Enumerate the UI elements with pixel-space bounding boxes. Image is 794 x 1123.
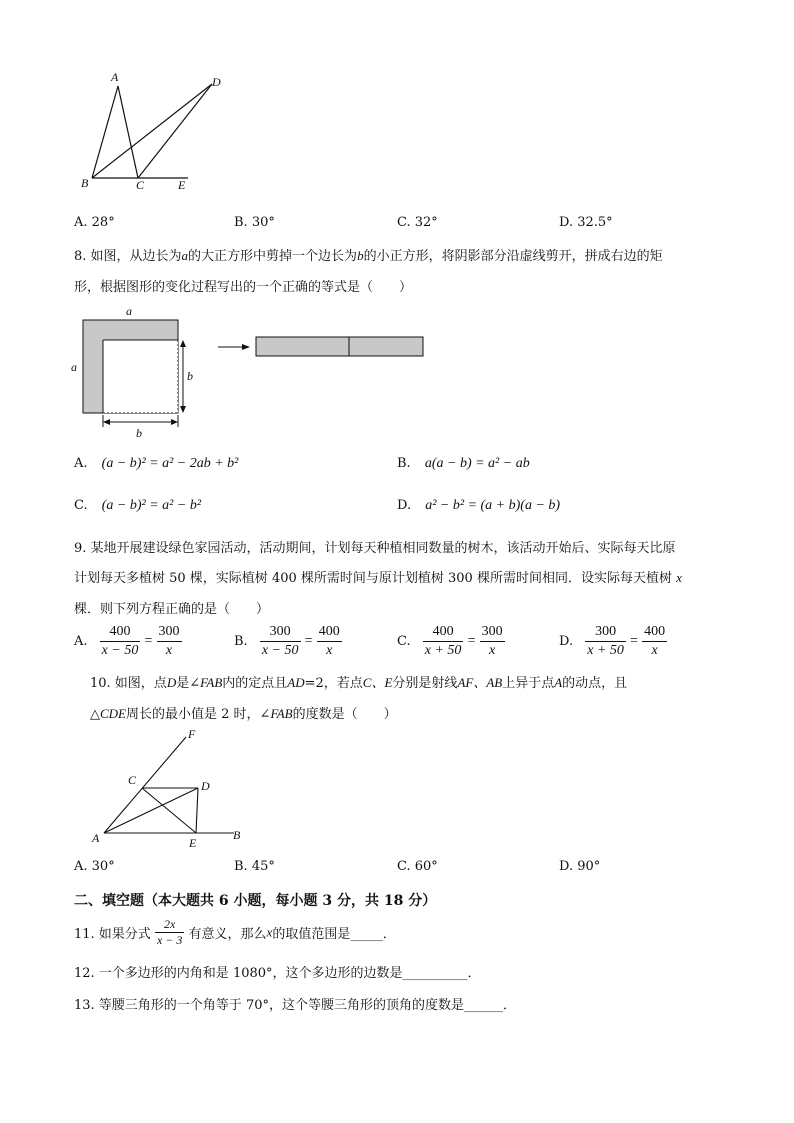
q10-t2b: 周长的最小值是 2 时，∠: [126, 707, 271, 722]
frac-num: 300: [157, 623, 182, 642]
frac-den: x + 50: [424, 643, 462, 658]
q9-option-b[interactable]: B. $\frac{300}{x - 50}$ = $\frac{400}{x}$: [234, 624, 340, 658]
q8-var-a: a: [181, 248, 189, 263]
q8-option-a[interactable]: [74, 456, 238, 472]
q10-t2c: 的度数是（ ）: [292, 707, 397, 722]
q10-t1e: 分别是射线: [392, 676, 458, 691]
q10-t1g: 的动点，且: [562, 676, 628, 691]
label-A: A: [111, 70, 119, 84]
q11-mid: 有意义，那么: [188, 927, 267, 942]
arrow-down-icon: [180, 406, 186, 413]
label-C: C: [128, 773, 137, 787]
frac-den: x − 50: [261, 643, 299, 658]
q8-option-b-label: B.: [397, 456, 411, 471]
frac-den: x: [165, 643, 173, 658]
q11-fraction: [155, 917, 184, 948]
q9-line-2: [74, 567, 682, 586]
q10-var-ad: AD: [287, 675, 305, 690]
transform-arrow-icon: [242, 344, 250, 350]
q11-var-x: x: [266, 924, 273, 940]
q8-option-d-label: D.: [397, 498, 412, 513]
label-E: E: [189, 836, 197, 850]
frac-num: 300: [585, 623, 626, 642]
frac-den: x: [489, 643, 496, 658]
q12: 12. 一个多边形的内角和是 1080°，这个多边形的边数是__________．: [74, 966, 481, 981]
frac-num: 300: [260, 623, 301, 642]
q11: [74, 917, 396, 948]
q9-var-x: x: [676, 570, 682, 585]
label-D: D: [212, 75, 221, 89]
q10-t1f: 上异于点: [502, 676, 555, 691]
q9-text-2: 计划每天多植树 50 棵，实际植树 400 棵所需时间与原计划植树 300 棵所需时间相同．设实际每天植树: [74, 571, 672, 586]
q9-option-a[interactable]: A. $\frac{400}{x - 50}$ = $\frac{300}{x}$: [74, 624, 180, 658]
rect-part-2: [349, 337, 423, 356]
figure-q8-svg: [66, 300, 446, 446]
frac-den: x: [651, 643, 658, 658]
q8-text-1b: 的大正方形中剪掉一个边长为: [188, 249, 358, 264]
label-a-left: a: [71, 360, 77, 374]
q10-t1d: =2，若点: [304, 676, 363, 691]
q7-option-c[interactable]: C. 32°: [397, 215, 438, 230]
q8-option-a-text: (a − b)² = a² − 2ab + b²: [101, 456, 239, 471]
q10-var-fab: FAB: [200, 675, 223, 690]
q11-post: 的取值范围是_____．: [272, 927, 396, 942]
label-E: E: [178, 178, 186, 192]
q10-t1c: 内的定点且: [222, 676, 288, 691]
figure-q7: [70, 68, 230, 196]
q10-var-fab2: FAB: [270, 706, 293, 721]
q8-option-b-text: a(a − b) = a² − ab: [424, 456, 530, 471]
q10-t2a: △: [90, 707, 100, 722]
q7-option-d[interactable]: D. 32.5°: [559, 215, 613, 230]
label-B: B: [81, 176, 89, 190]
q9-option-a-frac1: [100, 623, 141, 660]
frac-num: 2x: [155, 917, 184, 933]
q10-option-d[interactable]: D. 90°: [559, 859, 601, 874]
segment-AD: [104, 788, 198, 833]
q8-text-1a: 8. 如图，从边长为: [74, 249, 182, 264]
q9-option-b-frac2: [317, 623, 342, 660]
arrow-right-icon: [171, 419, 178, 425]
q7-option-b[interactable]: B. 30°: [234, 215, 275, 230]
label-D: D: [201, 779, 210, 793]
frac-num: 400: [423, 623, 464, 642]
q9-option-d-frac2: [642, 623, 667, 660]
segment-CD: [138, 84, 212, 178]
section-title: 二、填空题（本大题共 6 小题，每小题 3 分，共 18 分）: [74, 893, 437, 909]
frac-den: x + 50: [587, 643, 624, 658]
q9-option-c-frac1: [423, 623, 464, 660]
q8-option-c-label: C.: [74, 498, 88, 513]
q8-option-c-text: (a − b)² = a² − b²: [101, 498, 202, 513]
frac-den: x: [326, 643, 333, 658]
q9-option-a-frac2: [157, 623, 182, 660]
q9-option-c-label: C.: [397, 634, 411, 649]
label-C: C: [136, 178, 145, 192]
q8-option-b[interactable]: [397, 456, 530, 472]
q8-line-1: [74, 245, 663, 264]
segment-BD: [92, 84, 212, 178]
q10-t1b: 是∠: [176, 676, 201, 691]
label-F: F: [188, 727, 196, 741]
figure-q8: [66, 300, 446, 446]
q9-option-d-label: D.: [559, 634, 574, 649]
frac-den: x − 3: [156, 933, 183, 947]
q10-var-d: D: [166, 675, 177, 690]
segment-AB: [92, 86, 118, 178]
q9-line-3: 棵．则下列方程正确的是（ ）: [74, 602, 270, 617]
q7-option-a[interactable]: A. 28°: [74, 215, 115, 230]
frac-num: 300: [480, 623, 505, 642]
segment-DE: [196, 788, 198, 833]
q10-line-2: [90, 703, 397, 722]
q10-option-b[interactable]: B. 45°: [234, 859, 275, 874]
q8-option-c[interactable]: [74, 498, 201, 514]
frac-num: 400: [100, 623, 141, 642]
rect-part-1: [256, 337, 349, 356]
label-B: B: [233, 828, 241, 842]
q10-option-c[interactable]: C. 60°: [397, 859, 438, 874]
label-A: A: [92, 831, 100, 845]
q10-option-a[interactable]: A. 30°: [74, 859, 115, 874]
q11-pre: 11. 如果分式: [74, 927, 151, 942]
q8-option-a-label: A.: [74, 456, 88, 471]
arrow-up-icon: [180, 340, 186, 347]
label-b-right: b: [187, 369, 193, 383]
label-b-bottom: b: [136, 426, 142, 440]
q10-var-ce: C、E: [362, 675, 393, 690]
ray-AF: [104, 737, 186, 833]
q8-var-b: b: [357, 248, 364, 263]
q8-text-1c: 的小正方形，将阴影部分沿虚线剪开，拼成右边的矩: [363, 249, 663, 264]
frac-num: 400: [317, 623, 342, 642]
q8-line-2: 形，根据图形的变化过程写出的一个正确的等式是（ ）: [74, 280, 413, 295]
q9-option-b-frac1: [260, 623, 301, 660]
q10-line-1: [90, 672, 627, 691]
segment-AC: [118, 86, 138, 178]
q9-option-d[interactable]: D. $\frac{300}{x + 50}$ = $\frac{400}{x}$: [559, 624, 666, 658]
q10-var-afab: AF、AB: [457, 675, 503, 690]
small-square: [103, 340, 178, 413]
q9-option-b-label: B.: [234, 634, 248, 649]
q9-line-1: 9. 某地开展建设绿色家园活动，活动期间，计划每天种植相同数量的树木，该活动开始后、实际每天比原: [74, 541, 676, 556]
figure-q7-svg: [70, 68, 230, 196]
frac-den: x − 50: [101, 643, 139, 658]
label-a-top: a: [126, 304, 132, 318]
q8-option-d[interactable]: [397, 498, 560, 514]
arrow-left-icon: [103, 419, 110, 425]
q10-var-a: A: [554, 675, 563, 690]
q8-option-d-text: a² − b² = (a + b)(a − b): [425, 498, 561, 513]
frac-num: 400: [642, 623, 667, 642]
q13: 13. 等腰三角形的一个角等于 70°，这个等腰三角形的顶角的度数是______．: [74, 998, 516, 1013]
q10-t1a: 10. 如图，点: [90, 676, 167, 691]
q9-option-a-label: A.: [74, 634, 88, 649]
q9-option-c[interactable]: C. $\frac{400}{x + 50}$ = $\frac{300}{x}$: [397, 624, 503, 658]
q10-var-cde: CDE: [100, 706, 126, 721]
figure-q10: [88, 725, 258, 853]
q9-option-c-frac2: [480, 623, 505, 660]
q9-option-d-frac1: [585, 623, 626, 660]
